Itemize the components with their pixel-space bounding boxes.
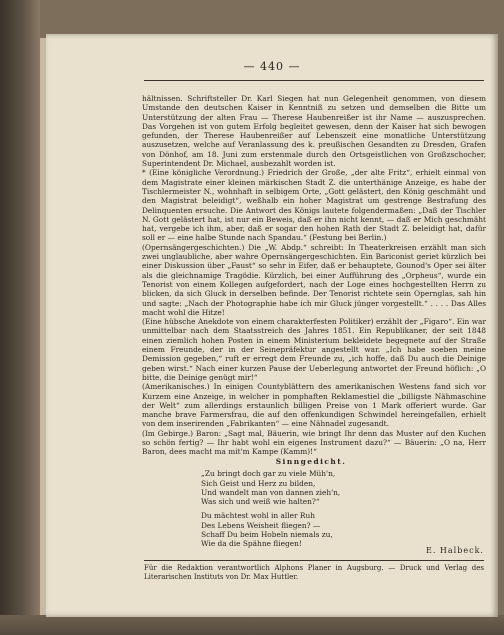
poem-line: Wie da die Spähne fliegen! bbox=[201, 539, 302, 549]
paragraph-amerikanisches: (Amerikanisches.) In einigen Countyblättern des amerikanischen Westens fand sich vor Kurzem eine Anzeige, in welcher in pomphaften Reklamestiel die „billigste Nähmaschine der Welt“ zum allerdings erstaunlich billigen Preise von 1 Mark offeriert wurde. Gar manche brave Farmersfrau, die auf den offenkundigen Schwindel hereingefallen, erhielt von dem inserirenden „Fabrikanten“ — eine Nähnadel zugesandt. bbox=[142, 382, 486, 429]
poem-line: „Zu bringt doch gar zu viele Müh'n, bbox=[201, 469, 336, 479]
publisher-footer: Für die Redaktion verantwortlich Alphons Planer in Augsburg. — Druck und Verlag des Literarischen Instituts von Dr. Max Huttler. bbox=[144, 564, 484, 581]
poem-line: Du mächtest wohl in aller Ruh bbox=[201, 511, 315, 521]
paragraph-opernsaenger: (Opernsängergeschichten.) Die „W. Abdp.“ schreibt: In Theaterkreisen erzählt man sich zwei unglaubliche, aber wahre Opernsängergeschichten. Ein Bariconist geriet kürzlich bei einer Diskussion über „Faust“ so sehr in Eifer, daß er behauptete, Gounod's Oper sei älter als die gleichnamige Tragödie. Kürzlich, bei einer Aufführung des „Orpheus“, wurde ein Tenorist von einem Kollegen aufgefordert, nach der Loge eines hochgestellten Herrn zu blicken, da sich Gluck in derselben befinde. Der Tenorist richtete sein Opernglas, sah hin und sagte: „Nach der Photographie habe ich mir Gluck jünger vorgestellt.“ . . . . Das Alles macht wohl die Hitze! bbox=[142, 242, 486, 317]
paragraph-koenigliche-verordnung: * (Eine königliche Verordnung.) Friedrich der Große, „der alte Fritz“, erhielt einmal von dem Magistrate einer kleinen märkischen Stadt Z. die unterthänige Anzeige, es habe der Tischlermeister N., wohnhaft in selbigem Orte, „Gott gelästert, den König geschmäht und den Magistrat beleidigt“, weßhalb ein hoher Magistrat um gestrenge Bestrafung des Delinquenten ersuche. Die Antwort des Königs lautete folgendermaßen: „Daß der Tischler N. Gott gelästert hat, ist nur ein Beweis, daß er ihn nicht kennt, — daß er Mich geschmäht hat, vergebe ich ihm, aber, daß er sogar den hohen Rath der Stadt Z. beleidigt hat, dafür soll er — eine halbe Stunde nach Spandau.“ (Festung bei Berlin.) bbox=[142, 168, 486, 243]
paragraph-haubenreisser: hältnissen. Schriftsteller Dr. Karl Siegen hat nun Gelegenheit genommen, von diesem Umstande den deutschen Kaiser in Kenntniß zu setzen und demselben die Bitte um Unterstützung der alten Frau — Therese Haubenreißer ist ihr Name — auszusprechen. Das Vorgehen ist von gutem Erfolg begleitet gewesen, denn der Kaiser hat sich bewogen gefunden, der Therese Haubenreißer auf Lebenszeit eine monatliche Unterstützung auszusetzen, welche auf Veranlassung des k. preußischen Gesandten zu Dresden, Grafen von Dönhof, am 18. Juni zum erstenmale durch den Ortsgeistlichen von Großzschocher, Superintendent Dr. Michael, ausbezahlt worden ist. bbox=[142, 94, 486, 169]
poem-line: Des Lebens Weisheit fliegen? — bbox=[201, 520, 321, 530]
poem-line: Schaff Du beim Hobeln niemals zu, bbox=[201, 530, 333, 540]
poem bbox=[201, 457, 421, 549]
scan-background bbox=[0, 615, 504, 635]
page-number: — 440 — bbox=[243, 60, 301, 73]
poem-signature: E. Halbeck. bbox=[426, 546, 484, 555]
paragraph-anekdote-politiker: (Eine hübsche Anekdote von einem charakterfesten Politiker) erzählt der „Figaro“. Ein war unmittelbar nach dem Staatsstreich des Jahres 1851. Ein Republikaner, der seit 1848 einen ziemlich hohen Posten in einem Ministerium bekleidete begegnete auf der Straße einem Freunde, der in der Seinepräfektur angestellt war. „Ich habe soeben meine Demission gegeben,“ ruft er erregt dem Freunde zu, „ich hoffe, daß Du auch die Deinige geben wirst.“ Nach einer kurzen Pause der Ueberlegung antwortet der Freund höflich: „O bitte, die Deinige genügt mir!“ bbox=[142, 317, 486, 382]
poem-title: Sinngedicht. bbox=[275, 457, 347, 466]
book-page bbox=[46, 34, 498, 617]
poem-line: Und wandelt man von dannen zieh'n, bbox=[201, 487, 341, 497]
footer-rule bbox=[144, 560, 484, 561]
paragraph-im-gebirge: (Im Gebirge.) Baron: „Sagt mal, Bäuerin, wie bringt Ihr denn das Muster auf den Kuchen so schön fertig? — Ihr habt wohl ein eigenes Instrument dazu?“ — Bäuerin: „O na, Herr Baron, dees macht ma mit'm Kampe (Kamm)!“ bbox=[142, 428, 486, 457]
poem-line: Was sich und weiß wie halten?“ bbox=[201, 497, 320, 507]
poem-line: Sich Geist und Herz zu bilden, bbox=[201, 478, 316, 488]
article-body bbox=[142, 94, 486, 457]
header-rule bbox=[144, 80, 484, 81]
book-spine bbox=[0, 0, 40, 635]
